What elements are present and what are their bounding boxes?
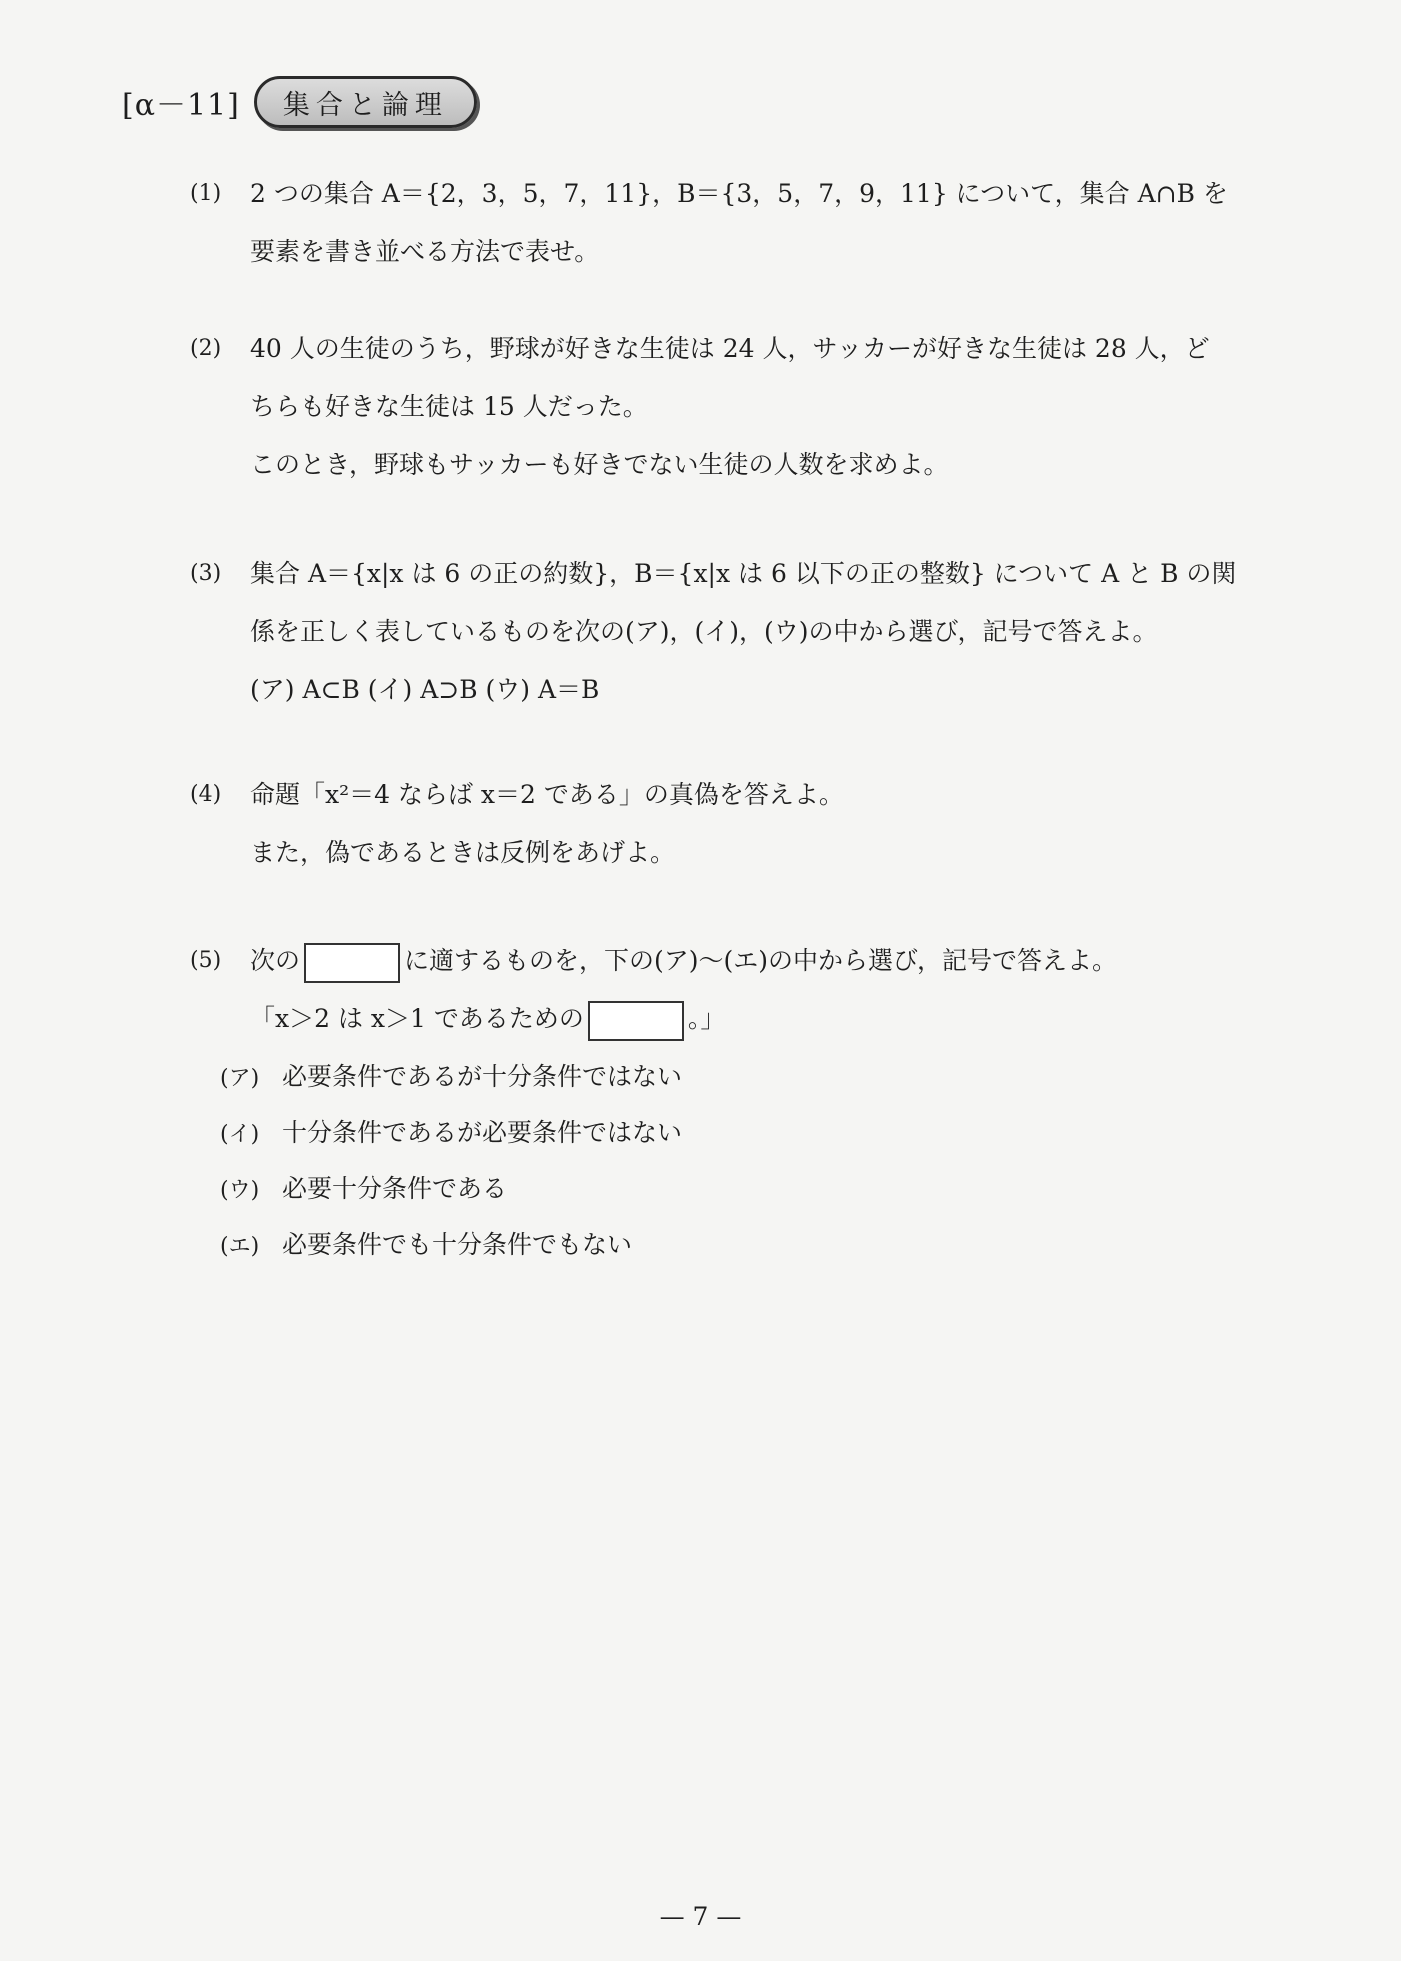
answer-blank <box>588 1001 684 1041</box>
option-label: (ウ) <box>220 1178 260 1203</box>
question-4 <box>190 766 844 882</box>
option-label: (ア) <box>220 1066 260 1091</box>
question-3 <box>190 545 1236 719</box>
option-text: 必要十分条件である <box>282 1174 508 1203</box>
answer-blank <box>304 943 400 983</box>
question-text: 集合 A＝{x|x は 6 の正の約数}，B＝{x|x は 6 以下の正の整数} について A と B の関 <box>250 559 1237 588</box>
question-text: 2 つの集合 A＝{2，3，5，7，11}，B＝{3，5，7，9，11} について，集合 A∩B を <box>250 179 1228 208</box>
question-text: また，偽であるときは反例をあげよ。 <box>250 838 676 867</box>
section-title-badge: 集合と論理 <box>254 76 477 128</box>
option-list <box>220 1048 1117 1272</box>
question-text: このとき，野球もサッカーも好きでない生徒の人数を求めよ。 <box>250 450 949 479</box>
question-text: 40 人の生徒のうち，野球が好きな生徒は 24 人，サッカーが好きな生徒は 28 人，ど <box>250 334 1210 363</box>
question-text <box>250 932 1117 990</box>
question-number: (4) <box>190 782 222 807</box>
question-number: (5) <box>190 948 222 973</box>
option-text: 必要条件でも十分条件でもない <box>282 1230 633 1259</box>
option-label: (エ) <box>220 1234 260 1259</box>
question-2 <box>190 320 1210 494</box>
option-item <box>220 1160 1117 1216</box>
option-label: (イ) <box>220 1122 260 1147</box>
question-text-part: 。」 <box>687 1004 726 1033</box>
question-number: (3) <box>190 561 222 586</box>
question-text <box>250 990 1117 1048</box>
question-text: ちらも好きな生徒は 15 人だった。 <box>250 392 648 421</box>
section-code: [α－11] <box>122 88 240 123</box>
page-number: — 7 — <box>659 1902 742 1931</box>
question-number: (1) <box>190 181 222 206</box>
option-text: 必要条件であるが十分条件ではない <box>282 1062 683 1091</box>
question-1 <box>190 165 1228 281</box>
question-text-part: 「x＞2 は x＞1 であるための <box>250 1004 584 1033</box>
option-item <box>220 1104 1117 1160</box>
question-text: 命題「x²＝4 ならば x＝2 である」の真偽を答えよ。 <box>250 780 844 809</box>
section-header <box>122 74 477 130</box>
question-text-part: 次の <box>250 946 301 975</box>
option-item <box>220 1216 1117 1272</box>
answer-choices: (ア) A⊂B (イ) A⊃B (ウ) A＝B <box>250 675 600 704</box>
question-text-part: に適するものを，下の(ア)～(エ)の中から選び，記号で答えよ。 <box>404 946 1118 975</box>
question-5 <box>190 932 1117 1272</box>
question-text: 係を正しく表しているものを次の(ア)，(イ)，(ウ)の中から選び，記号で答えよ。 <box>250 617 1158 646</box>
question-number: (2) <box>190 336 222 361</box>
option-text: 十分条件であるが必要条件ではない <box>282 1118 683 1147</box>
option-item <box>220 1048 1117 1104</box>
question-text: 要素を書き並べる方法で表せ。 <box>250 237 600 266</box>
